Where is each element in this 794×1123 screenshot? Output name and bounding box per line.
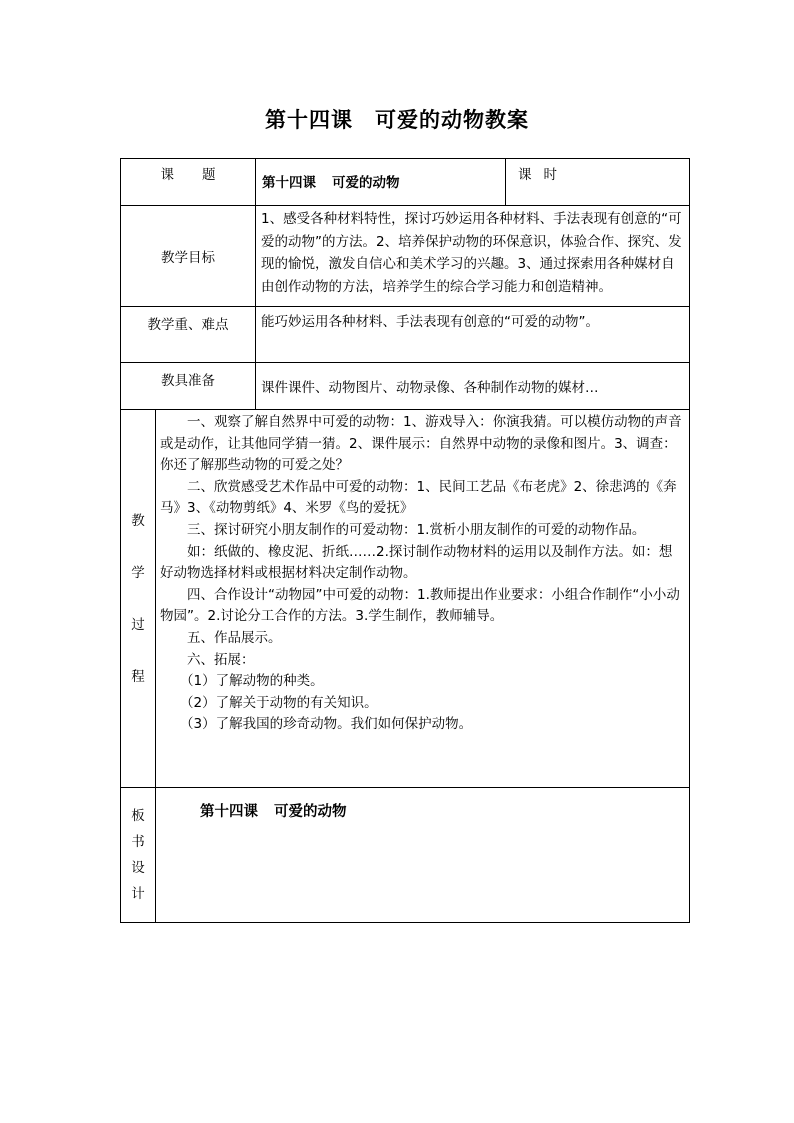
key-points-text: 能巧妙运用各种材料、手法表现有创意的“可爱的动物”。 (256, 307, 690, 363)
materials-text: 课件课件、动物图片、动物录像、各种制作动物的媒材… (256, 363, 690, 410)
process-step-5: 五、作品展示。 (187, 629, 282, 646)
process-step-4: 四、合作设计“动物园”中可爱的动物：1.教师提出作业要求：小组合作制作“小小动物园”。2.讨论分工合作的方法。3.学生制作，教师辅导。 (160, 586, 680, 625)
process-step-3: 三、探讨研究小朋友制作的可爱动物：1.赏析小朋友制作的可爱的动物作品。 (187, 521, 646, 538)
board-design-label: 板 书 设 计 (121, 788, 156, 923)
lesson-plan-table (120, 158, 690, 923)
board-design-content (156, 788, 690, 923)
process-row (121, 410, 690, 788)
materials-row (121, 363, 690, 410)
process-content (156, 410, 690, 788)
process-step-2: 二、欣赏感受艺术作品中可爱的动物：1、民间工艺品《布老虎》2、徐悲鸿的《奔马》3、《动物剪纸》4、米罗《鸟的爱抚》 (160, 478, 677, 517)
process-step-3-detail: 如：纸做的、橡皮泥、折纸……2.探讨制作动物材料的运用以及制作方法。如：想好动物选择材料或根据材料决定制作动物。 (160, 543, 673, 582)
key-points-row (121, 307, 690, 363)
objectives-label: 教学目标 (121, 206, 256, 307)
objectives-text: 1、感受各种材料特性，探讨巧妙运用各种材料、手法表现有创意的“可爱的动物”的方法。2、培养保护动物的环保意识，体验合作、探究、发现的愉悦，激发自信心和美术学习的兴趣。3、通过探索用各种媒材自由创作动物的方法，培养学生的综合学习能力和创造精神。 (256, 206, 690, 307)
objectives-row (121, 206, 690, 307)
extension-item-2: （2）了解关于动物的有关知识。 (180, 694, 378, 711)
key-points-label: 教学重、难点 (121, 307, 256, 363)
class-hours-label: 课 时 (506, 159, 690, 206)
topic-label: 课 题 (121, 159, 256, 206)
topic-row (121, 159, 690, 206)
page-title: 第十四课 可爱的动物教案 (265, 107, 529, 132)
board-row (121, 788, 690, 923)
materials-label: 教具准备 (121, 363, 256, 410)
process-step-6: 六、拓展： (187, 651, 255, 668)
extension-item-1: （1）了解动物的种类。 (180, 673, 324, 690)
extension-item-3: （3）了解我国的珍奇动物。我们如何保护动物。 (180, 716, 473, 733)
process-step-1: 一、观察了解自然界中可爱的动物：1、游戏导入：你演我猜。可以模仿动物的声音或是动作，让其他同学猜一猜。2、课件展示：自然界中动物的录像和图片。3、调查：你还了解那些动物的可爱之处？ (160, 414, 682, 474)
process-label: 教 学 过 程 (121, 410, 156, 788)
board-title: 第十四课 可爱的动物 (200, 803, 347, 820)
topic-value: 第十四课 可爱的动物 (256, 159, 506, 206)
